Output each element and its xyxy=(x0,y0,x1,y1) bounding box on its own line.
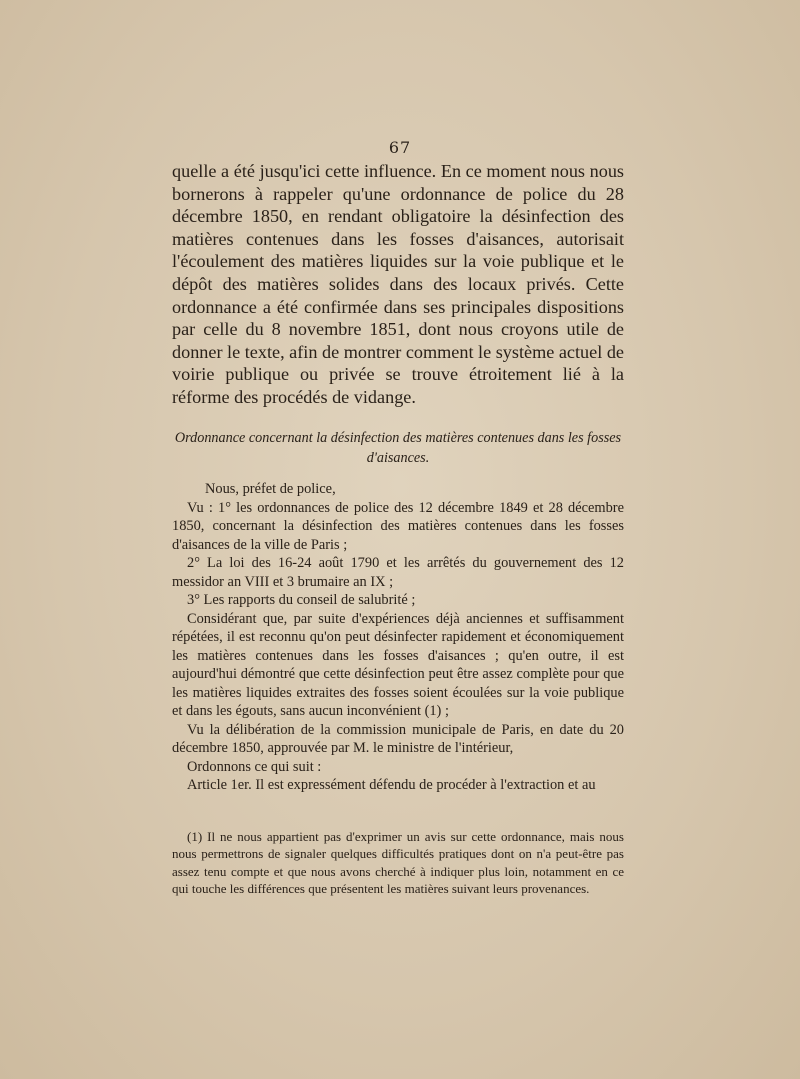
body-paragraph: Considérant que, par suite d'expériences déjà anciennes et suffisamment répétées, il est reconnu qu'on peut désinfecter rapidement et économiquement les matières contenues dans les fosses d'aisances ; qu'en outre, il est aujourd'hui démontré que cette désinfection peut être assez complète pour que les matières liquides extraites des fosses soient écoulées sur la voie publique et dans les égouts, sans aucun inconvénient (1) ; xyxy=(172,610,624,719)
body-paragraph: Vu : 1° les ordonnances de police des 12 décembre 1849 et 28 décembre 1850, concernant la désinfection des matières contenues dans les fosses d'aisances de la ville de Paris ; xyxy=(172,499,624,553)
body-paragraph: Nous, préfet de police, xyxy=(205,481,336,497)
body-paragraph: Vu la délibération de la commission municipale de Paris, en date du 20 décembre 1850, approuvée par M. le ministre de l'intérieur, xyxy=(172,721,624,756)
intro-text xyxy=(172,160,624,409)
intro-paragraph: quelle a été jusqu'ici cette influence. En ce moment nous nous bornerons à rappeler qu'une ordonnance de police du 28 décembre 1850, en rendant obligatoire la désinfection des matières contenues dans les fosses d'aisances, autorisait l'écoulement des matières liquides sur la voie publique et le dépôt des matières solides dans des locaux privés. Cette ordonnance a été confirmée dans ses principales dispositions par celle du 8 novembre 1851, dont nous croyons utile de donner le texte, afin de montrer comment le système actuel de voirie publique ou privée se trouve étroitement lié à la réforme des procédés de vidange. xyxy=(172,161,624,407)
body-paragraph: Article 1er. Il est expressément défendu de procéder à l'extraction et au xyxy=(187,777,596,793)
section-heading: Ordonnance concernant la désinfection des matières contenues dans les fosses d'aisances. xyxy=(174,430,622,466)
footnote-text: (1) Il ne nous appartient pas d'exprimer un avis sur cette ordonnance, mais nous nous permettrons de signaler quelques difficultés pratiques dont on n'a peut-être pas assez tenu compte et que nous avons cherché à indiquer plus loin, notamment en ce qui touche les différences que présentent les matières suivant leurs provenances. xyxy=(172,829,624,897)
body-paragraph: Ordonnons ce qui suit : xyxy=(187,758,322,775)
ordinance-body xyxy=(172,480,624,795)
page-number: 67 xyxy=(388,138,412,157)
body-paragraph: 3° Les rapports du conseil de salubrité ; xyxy=(187,592,416,608)
body-paragraph: 2° La loi des 16-24 août 1790 et les arrêtés du gouvernement des 12 messidor an VIII et 3 brumaire an IX ; xyxy=(172,555,624,590)
footnote xyxy=(172,828,624,898)
